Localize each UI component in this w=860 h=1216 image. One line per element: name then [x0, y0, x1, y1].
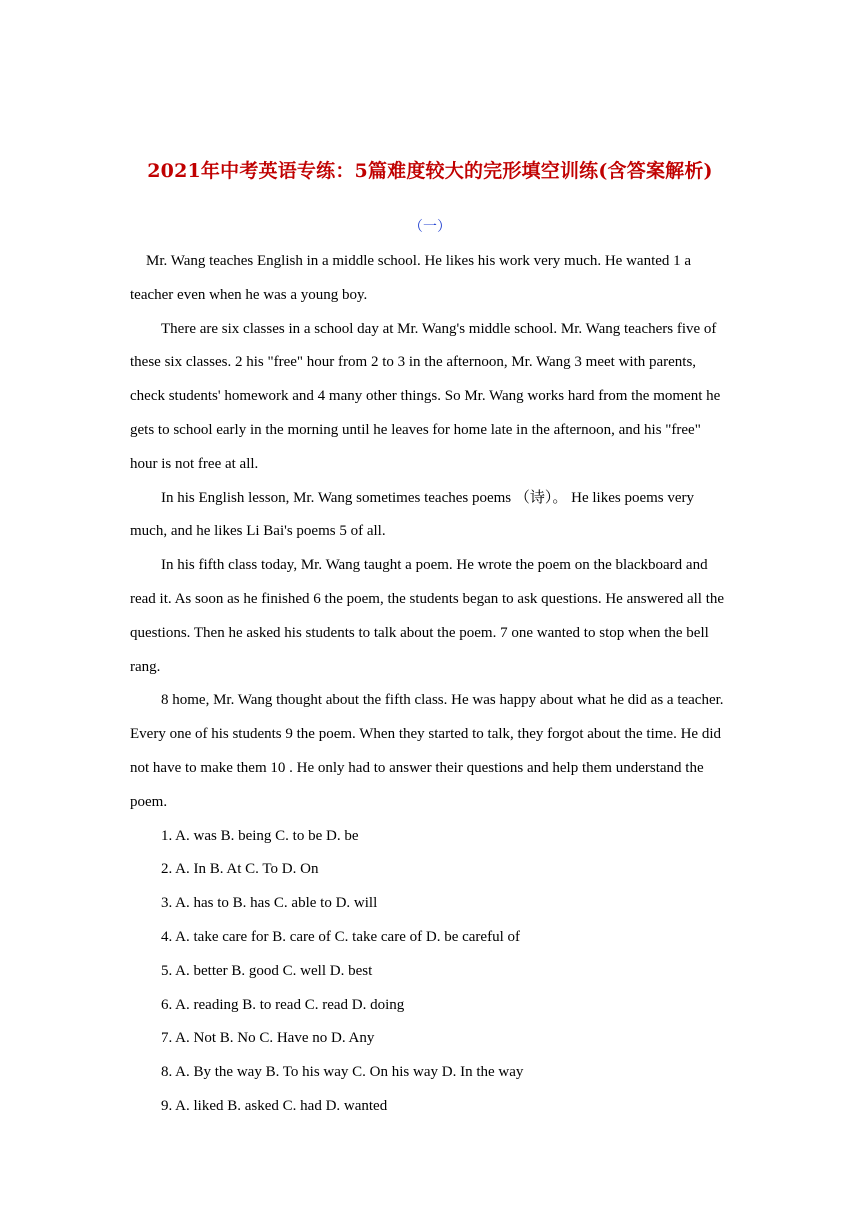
- question-options: 6. A. reading B. to read C. read D. doing: [161, 996, 405, 1013]
- question-options: 3. A. has to B. has C. able to D. will: [161, 895, 378, 912]
- question-options: 2. A. In B. At C. To D. On: [161, 861, 319, 878]
- question-options: 1. A. was B. being C. to be D. be: [161, 827, 359, 844]
- document-title: 2021年中考英语专练：5篇难度较大的完形填空训练(含答案解析): [147, 160, 713, 182]
- question-options: 9. A. liked B. asked C. had D. wanted: [161, 1097, 388, 1114]
- passage-paragraph: There are six classes in a school day at Mr. Wang's middle school. Mr. Wang teachers five of these six classes. 2 his "free" hour from 2 to 3 in the afternoon, Mr. Wang 3 meet with parents, check students' homework and 4 many other things. So Mr. Wang works hard from the moment he gets to school early in the morning until he leaves for home late in the afternoon, and his "free" hour is not free at all.: [130, 320, 721, 472]
- question-options: 7. A. Not B. No C. Have no D. Any: [161, 1030, 375, 1047]
- question-options: 4. A. take care for B. care of C. take care of D. be careful of: [161, 928, 520, 945]
- section-number: （一）: [409, 219, 451, 235]
- question-options: 5. A. better B. good C. well D. best: [161, 962, 373, 979]
- passage-paragraph: In his fifth class today, Mr. Wang taught a poem. He wrote the poem on the blackboard and read it. As soon as he finished 6 the poem, the students began to ask questions. He answered all the questions. Then he asked his students to talk about the poem. 7 one wanted to stop when the bell rang.: [130, 557, 725, 675]
- question-options: 8. A. By the way B. To his way C. On his way D. In the way: [161, 1064, 524, 1081]
- passage-paragraph: Mr. Wang teaches English in a middle school. He likes his work very much. He wanted 1 a teacher even when he was a young boy.: [130, 253, 692, 303]
- passage-paragraph: 8 home, Mr. Wang thought about the fifth class. He was happy about what he did as a teacher. Every one of his students 9 the poem. When they started to talk, they forgot about the time. He did not have to make them 10 . He only had to answer their questions and help them understand the poem.: [130, 692, 724, 810]
- passage-paragraph: In his English lesson, Mr. Wang sometimes teaches poems （诗）。 He likes poems very much, and he likes Li Bai's poems 5 of all.: [130, 489, 695, 540]
- passage-body: [130, 245, 732, 1124]
